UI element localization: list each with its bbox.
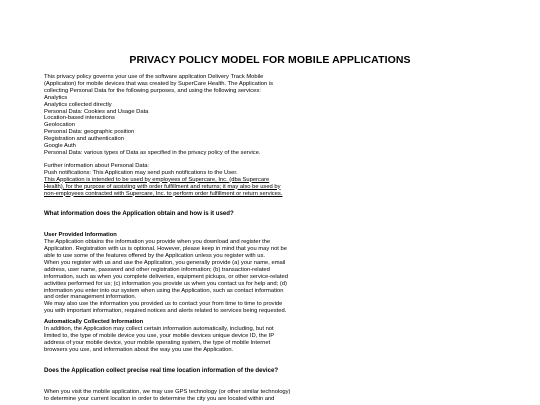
subsection-heading: User Provided Information <box>44 232 117 239</box>
text-line: When you visit the mobile application, we may use GPS technology (or other similar technology) <box>44 388 291 395</box>
text-line: When you register with us and use the Application, you generally provide (a) your name, email <box>44 259 286 266</box>
text-line: Personal Data: various types of Data as specified in the privacy policy of the service. <box>44 149 261 156</box>
location-paragraph <box>44 389 514 403</box>
text-line: information you enter into our system when using the Application, such as contact information <box>44 287 284 294</box>
underlined-line: non-employees contracted with Supercare, Inc. to perform order fulfillment or return services. <box>44 190 283 197</box>
text-line: This privacy policy governs your use of the software application Delivery Track Mobile <box>44 74 264 80</box>
text-line: Personal Data: geographic position <box>44 129 135 136</box>
text-line: The Application obtains the information you provide when you download and register the <box>44 239 271 246</box>
text-line: information, such as when you complete deliveries, equipment pickups, or other service-related <box>44 273 288 280</box>
text-line: (Application) for mobile devices that was created by SuperCare Health. The Application is <box>44 80 273 87</box>
section-heading: What information does the Application obtain and how is it used? <box>44 210 234 218</box>
text-line: limited to, the type of mobile device you use, your mobile devices unique device ID, the IP <box>44 333 275 339</box>
text-line: In addition, the Application may collect certain information automatically, including, but not <box>44 326 274 333</box>
text-line: address of your mobile device, your mobile operating system, the type of mobile Internet <box>44 339 271 346</box>
intro-paragraph <box>44 74 514 157</box>
text-line: you with important information, required notices and alerts related to services being requested. <box>44 308 287 315</box>
text-line: activities performed for us; (c) information you provide us when you contact us for help and; (d) <box>44 280 287 287</box>
text-line: Registration and authentication <box>44 136 124 143</box>
underlined-line: This Application is intended to be used by employees of Supercare, Inc. (dba Supercare <box>44 176 270 183</box>
underlined-line: Health), for the purpose of assisting with order fulfillment and returns; it may also be used by <box>44 183 281 190</box>
text-line: able to use some of the features offered by the Application unless you register with us. <box>44 253 265 260</box>
page-title: PRIVACY POLICY MODEL FOR MOBILE APPLICATIONS <box>129 54 411 66</box>
text-line: browsers you use, and information about the way you use the Application. <box>44 346 234 353</box>
policy-body <box>44 74 514 402</box>
text-line: We may also use the information you provided us to contact your from time to time to provide <box>44 301 283 308</box>
text-line: Further information about Personal Data: <box>44 162 150 169</box>
text-line: Application. Registration with us is optional. However, please keep in mind that you may not be <box>44 246 287 253</box>
text-line: Analytics collected directly <box>44 101 112 108</box>
text-line: address, user name, password and other registration information; (b) transaction-related <box>44 266 270 273</box>
text-line: collecting Personal Data for the following purposes, and using the following services: <box>44 87 261 94</box>
section-heading: Does the Application collect precise real time location information of the device? <box>44 366 279 374</box>
text-line: Personal Data: Cookies and Usage Data <box>44 108 149 115</box>
text-line: Push notifications: This Application may send push notifications to the User. <box>44 169 238 176</box>
text-line: Analytics <box>44 94 68 101</box>
text-line: Geolocation <box>44 122 75 129</box>
auto-collected-paragraph <box>44 326 514 354</box>
user-provided-paragraph <box>44 239 514 315</box>
text-line: Location-based interactions <box>44 115 115 122</box>
text-line: Google Auth <box>44 143 76 150</box>
text-line: and order management information. <box>44 294 137 301</box>
text-line: to determine your current location in order to determine the city you are located within and <box>44 395 275 402</box>
subsection-heading: Automatically Collected Information <box>44 319 144 326</box>
further-info-paragraph <box>44 163 514 198</box>
